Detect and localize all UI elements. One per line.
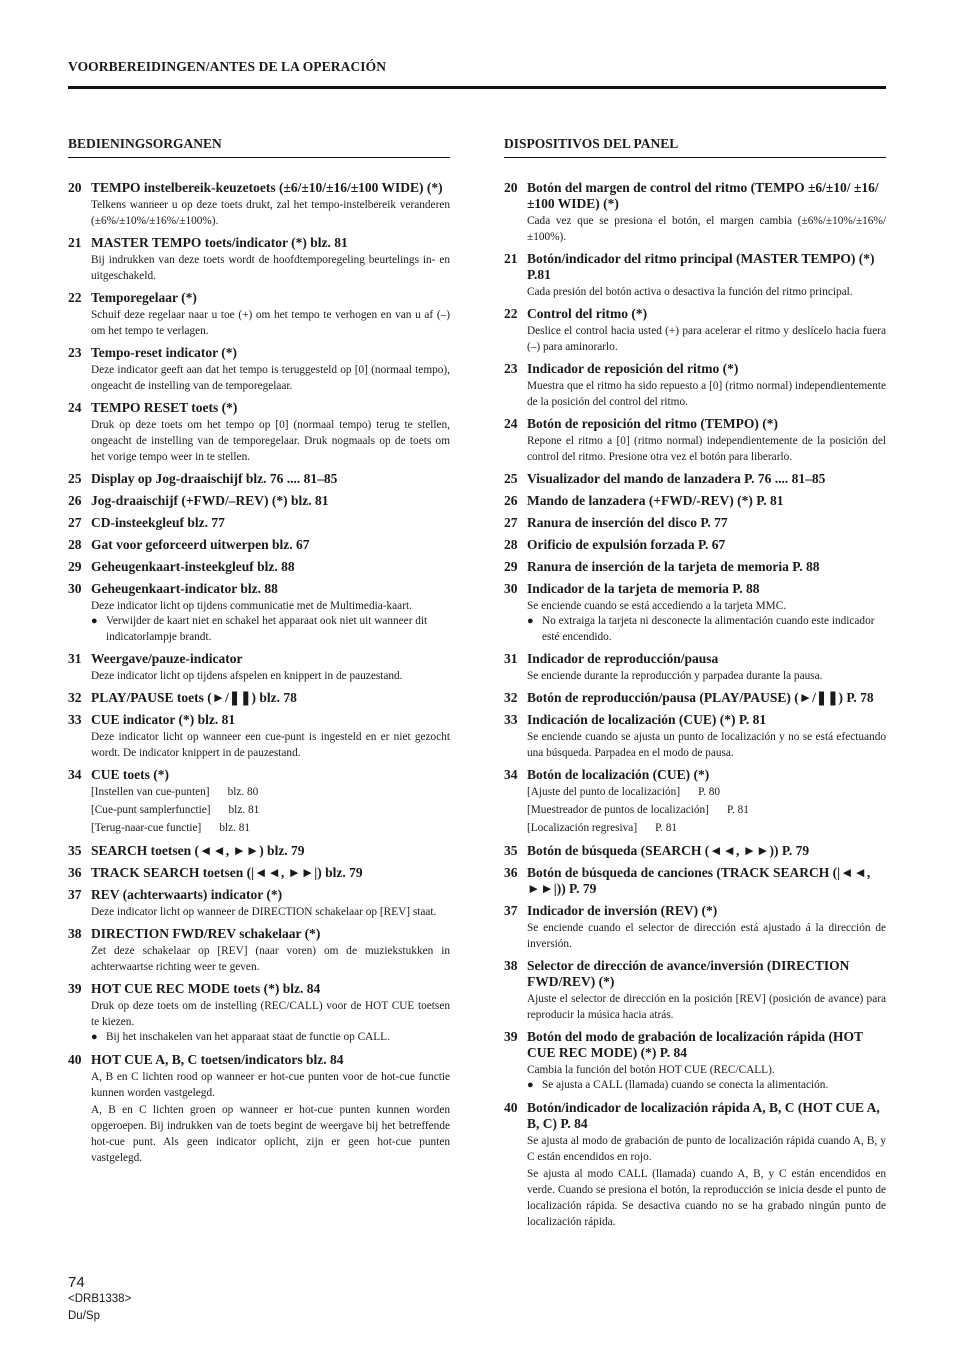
list-item <box>68 493 450 509</box>
item-description: Ajuste el selector de dirección en la posición [REV] (posición de avance) para reproducir la música hacia atrás. <box>527 993 886 1021</box>
item-number: 24 <box>68 400 82 415</box>
sub-function-page-ref: blz. 80 <box>227 786 259 798</box>
item-description: Cada presión del botón activa o desactiva la función del ritmo principal. <box>527 286 853 298</box>
item-description: Deze indicator licht op wanneer een cue-punt is ingesteld en er niet gezocht wordt. De indicator knippert in de pauzestand. <box>91 731 450 759</box>
bullet-icon: ● <box>527 1079 534 1091</box>
item-description: Se enciende cuando se ajusta un punto de localización y no se está efectuando una búsqueda. Parpadea en el modo de pausa. <box>527 731 886 759</box>
list-item <box>504 958 886 1023</box>
list-item <box>68 515 450 531</box>
bullet-text: Verwijder de kaart niet en schakel het apparaat ook niet uit wanneer dit indicatorlampje brandt. <box>106 615 428 643</box>
item-title: Botón de reposición del ritmo (TEMPO) (*) <box>527 416 778 431</box>
item-number: 23 <box>68 345 82 360</box>
item-title: Temporegelaar (*) <box>91 290 197 305</box>
item-title: Orificio de expulsión forzada P. 67 <box>527 537 726 552</box>
item-description-extra: A, B en C lichten groen op wanneer er hot-cue punten kunnen worden opgeroepen. Bij indrukken van de toets begint de weergave bij het betreffende hot-cue punt. Als geen indicator oplicht, zijn er geen hot-cue punten vastgelegd. <box>91 1103 450 1164</box>
item-heading <box>504 690 886 706</box>
list-item <box>504 537 886 553</box>
sub-function <box>91 801 450 819</box>
list-item <box>68 865 450 881</box>
item-title: Botón del margen de control del ritmo (TEMPO ±6/±10/ ±16/±100 WIDE) (*) <box>527 180 879 211</box>
item-description: Deslice el control hacia usted (+) para acelerar el ritmo y deslícelo hacia fuera (–) para aminorarlo. <box>527 325 886 353</box>
item-number: 39 <box>68 981 82 996</box>
item-description: Deze indicator licht op tijdens afspelen en knippert in de pauzestand. <box>91 670 403 682</box>
list-item <box>68 345 450 394</box>
item-heading <box>68 887 450 903</box>
item-heading <box>504 559 886 575</box>
item-description: Deze indicator geeft aan dat het tempo is teruggesteld op [0] (normaal tempo), ongeacht de instelling van de temporegelaar. <box>91 364 450 392</box>
item-number: 20 <box>68 180 82 195</box>
dutch-section-title: BEDIENINGSORGANEN <box>68 136 450 158</box>
list-item <box>504 903 886 952</box>
item-number: 34 <box>68 767 82 782</box>
bullet-note <box>527 1078 886 1094</box>
spanish-column <box>504 136 886 1236</box>
sub-function-page-ref: P. 81 <box>655 822 678 834</box>
item-number: 32 <box>68 690 82 705</box>
sub-function <box>91 783 450 801</box>
item-number: 30 <box>504 581 518 596</box>
item-number: 25 <box>504 471 518 486</box>
item-description: Druk op deze toets om het tempo op [0] (normaal tempo) terug te stellen, ongeacht de instelling van de temporegelaar. Druk nogmaals op de toets om het vorige tempo weer in te stellen. <box>91 419 450 463</box>
document-code: <DRB1338> <box>68 1293 132 1305</box>
item-heading <box>504 180 886 212</box>
item-number: 36 <box>68 865 82 880</box>
item-title: REV (achterwaarts) indicator (*) <box>91 887 283 902</box>
bullet-text: Se ajusta a CALL (llamada) cuando se conecta la alimentación. <box>542 1079 829 1091</box>
sub-function <box>527 819 886 837</box>
item-title: TRACK SEARCH toetsen (|◄◄, ►►|) blz. 79 <box>91 865 363 880</box>
item-number: 30 <box>68 581 82 596</box>
item-title: CUE indicator (*) blz. 81 <box>91 712 236 727</box>
list-item <box>504 306 886 355</box>
item-number: 28 <box>68 537 82 552</box>
item-heading <box>68 290 450 306</box>
item-title: Indicación de localización (CUE) (*) P. 81 <box>527 712 767 727</box>
bullet-note <box>91 614 450 645</box>
page-number: 74 <box>68 1274 85 1291</box>
language-code: Du/Sp <box>68 1310 100 1322</box>
item-heading <box>504 843 886 859</box>
item-heading <box>68 493 450 509</box>
list-item <box>504 251 886 300</box>
item-heading <box>68 865 450 881</box>
list-item <box>68 180 450 229</box>
spanish-item-list <box>504 180 886 1230</box>
item-number: 33 <box>68 712 82 727</box>
item-heading <box>68 926 450 942</box>
list-item <box>504 651 886 684</box>
list-item <box>68 712 450 761</box>
bullet-icon: ● <box>527 615 534 627</box>
item-heading <box>504 361 886 377</box>
sub-function-page-ref: P. 80 <box>698 786 721 798</box>
item-description: Cada vez que se presiona el botón, el margen cambia (±6%/±10%/±16%/ ±100%). <box>527 215 886 243</box>
item-number: 35 <box>504 843 518 858</box>
list-item <box>68 690 450 706</box>
item-heading <box>504 712 886 728</box>
sub-function-label: [Localización regresiva] <box>527 822 638 834</box>
item-number: 40 <box>504 1099 518 1115</box>
item-title: Jog-draaischijf (+FWD/–REV) (*) blz. 81 <box>91 493 329 508</box>
item-heading <box>68 690 450 706</box>
item-title: Botón de localización (CUE) (*) <box>527 767 710 782</box>
item-heading <box>68 471 450 487</box>
list-item <box>68 651 450 684</box>
list-item <box>504 361 886 410</box>
item-heading <box>504 865 886 897</box>
item-heading <box>68 537 450 553</box>
sub-function-page-ref: P. 81 <box>726 804 749 816</box>
item-number: 36 <box>504 865 518 880</box>
sub-function-label: [Cue-punt samplerfunctie] <box>91 804 211 816</box>
list-item <box>68 581 450 645</box>
item-title: Mando de lanzadera (+FWD/-REV) (*) P. 81 <box>527 493 784 508</box>
list-item <box>68 843 450 859</box>
item-description: Zet deze schakelaar op [REV] (naar voren) om de muziekstukken in achterwaartse richting weer te geven. <box>91 945 450 973</box>
item-title: Ranura de inserción de la tarjeta de memoria P. 88 <box>527 559 820 574</box>
sub-function <box>91 819 450 837</box>
sub-function-page-ref: blz. 81 <box>219 822 251 834</box>
item-title: PLAY/PAUSE toets (►/❚❚) blz. 78 <box>91 690 297 705</box>
item-number: 21 <box>68 235 82 250</box>
item-description: Schuif deze regelaar naar u toe (+) om het tempo te verhogen en van u af (–) om het tempo te verlagen. <box>91 309 450 337</box>
page-header: VOORBEREIDINGEN/ANTES DE LA OPERACIÓN <box>68 59 387 74</box>
item-heading <box>504 1029 886 1061</box>
list-item <box>504 515 886 531</box>
item-description: Se enciende cuando se está accediendo a la tarjeta MMC. <box>527 600 787 612</box>
bullet-icon: ● <box>91 615 98 627</box>
list-item <box>504 1100 886 1230</box>
item-title: Indicador de inversión (REV) (*) <box>527 903 718 918</box>
item-title: Ranura de inserción del disco P. 77 <box>527 515 728 530</box>
item-title: Botón del modo de grabación de localización rápida (HOT CUE REC MODE) (*) P. 84 <box>527 1029 863 1060</box>
item-heading <box>504 471 886 487</box>
item-number: 29 <box>68 559 82 574</box>
item-description: Repone el ritmo a [0] (ritmo normal) independientemente de la posición del control del ritmo. Presione otra vez el botón para liberarlo. <box>527 435 886 463</box>
item-title: SEARCH toetsen (◄◄, ►►) blz. 79 <box>91 843 305 858</box>
item-title: HOT CUE A, B, C toetsen/indicators blz. 84 <box>91 1051 344 1067</box>
item-title: TEMPO RESET toets (*) <box>91 400 238 415</box>
item-heading <box>68 843 450 859</box>
item-heading <box>68 712 450 728</box>
list-item <box>504 471 886 487</box>
item-heading <box>504 306 886 322</box>
item-heading <box>68 981 450 997</box>
list-item <box>504 865 886 897</box>
list-item <box>504 1029 886 1094</box>
item-description: Deze indicator licht op wanneer de DIRECTION schakelaar op [REV] staat. <box>91 906 437 918</box>
item-heading <box>68 400 450 416</box>
item-number: 24 <box>504 416 518 431</box>
item-heading <box>504 581 886 597</box>
item-description: Se enciende durante la reproducción y parpadea durante la pausa. <box>527 670 823 682</box>
item-number: 22 <box>504 306 518 321</box>
item-heading <box>504 767 886 783</box>
item-title: Geheugenkaart-indicator blz. 88 <box>91 581 278 596</box>
sub-function <box>527 783 886 801</box>
bullet-note <box>91 1030 450 1046</box>
bullet-note <box>527 614 886 645</box>
item-title: Botón de búsqueda de canciones (TRACK SEARCH (|◄◄, ►►|)) P. 79 <box>527 865 871 896</box>
list-item <box>504 559 886 575</box>
item-number: 35 <box>68 843 82 858</box>
list-item <box>68 471 450 487</box>
sub-function-page-ref: blz. 81 <box>228 804 260 816</box>
sub-function-label: [Muestreador de puntos de localización] <box>527 804 709 816</box>
item-number: 26 <box>504 493 518 508</box>
item-number: 27 <box>504 515 518 530</box>
list-item <box>504 767 886 837</box>
sub-function <box>527 801 886 819</box>
item-heading <box>68 651 450 667</box>
item-heading <box>68 515 450 531</box>
item-number: 38 <box>68 926 82 941</box>
item-number: 38 <box>504 958 518 973</box>
item-description: Bij indrukken van deze toets wordt de hoofdtemporegeling beurtelings in- en uitgeschakeld. <box>91 254 450 282</box>
item-heading <box>504 537 886 553</box>
dutch-column <box>68 136 450 1172</box>
list-item <box>504 180 886 245</box>
list-item <box>68 767 450 837</box>
item-description: A, B en C lichten rood op wanneer er hot-cue punten voor de hot-cue functie kunnen worden vastgelegd. <box>91 1070 450 1099</box>
item-number: 23 <box>504 361 518 376</box>
item-number: 28 <box>504 537 518 552</box>
item-number: 26 <box>68 493 82 508</box>
item-number: 27 <box>68 515 82 530</box>
item-number: 29 <box>504 559 518 574</box>
list-item <box>504 712 886 761</box>
item-title: HOT CUE REC MODE toets (*) blz. 84 <box>91 981 321 996</box>
item-number: 31 <box>68 651 82 666</box>
sub-function-label: [Terug-naar-cue functie] <box>91 822 202 834</box>
item-description: Telkens wanneer u op deze toets drukt, zal het tempo-instelbereik veranderen (±6%/±10%/±16%/±100%). <box>91 199 450 227</box>
bullet-text: No extraiga la tarjeta ni desconecte la alimentación cuando este indicador esté encendido. <box>542 615 875 643</box>
item-heading <box>68 345 450 361</box>
item-heading <box>68 1052 450 1068</box>
list-item <box>504 690 886 706</box>
item-number: 34 <box>504 767 518 782</box>
item-number: 21 <box>504 251 518 266</box>
item-title: Botón/indicador del ritmo principal (MASTER TEMPO) (*) P.81 <box>527 251 875 282</box>
item-title: Botón de reproducción/pausa (PLAY/PAUSE) (►/❚❚) P. 78 <box>527 690 874 705</box>
item-description-extra: Se ajusta al modo CALL (llamada) cuando A, B, y C están encendidos en verde. Cuando se presiona el botón, la reproducción se inicia desde el punto de localización rápida. Se desactiva cuando no se ha grabado ningún punto de localización rápida. <box>527 1167 886 1228</box>
item-number: 25 <box>68 471 82 486</box>
list-item <box>68 1052 450 1166</box>
item-description: Cambia la función del botón HOT CUE (REC/CALL). <box>527 1064 775 1076</box>
list-item <box>504 843 886 859</box>
item-number: 37 <box>504 903 518 918</box>
item-title: Visualizador del mando de lanzadera P. 76 .... 81–85 <box>527 471 826 486</box>
item-heading <box>504 1100 886 1132</box>
sub-function-label: [Ajuste del punto de localización] <box>527 786 681 798</box>
item-title: DIRECTION FWD/REV schakelaar (*) <box>91 926 321 941</box>
item-heading <box>68 235 450 251</box>
item-description: Muestra que el ritmo ha sido repuesto a [0] (ritmo normal) independientemente de la posición del control del ritmo. <box>527 380 886 408</box>
item-number: 22 <box>68 290 82 305</box>
item-heading <box>504 515 886 531</box>
list-item <box>68 887 450 920</box>
item-heading <box>504 416 886 432</box>
bullet-text: Bij het inschakelen van het apparaat staat de functie op CALL. <box>106 1031 390 1043</box>
item-heading <box>504 651 886 667</box>
item-number: 33 <box>504 712 518 727</box>
spanish-section-title: DISPOSITIVOS DEL PANEL <box>504 136 886 158</box>
item-description: Se enciende cuando el selector de dirección está ajustado á la dirección de inversión. <box>527 922 886 950</box>
list-item <box>68 290 450 339</box>
list-item <box>504 493 886 509</box>
item-heading <box>68 581 450 597</box>
item-number: 20 <box>504 180 518 195</box>
item-title: Botón de búsqueda (SEARCH (◄◄, ►►)) P. 79 <box>527 843 810 858</box>
item-title: CD-insteekgleuf blz. 77 <box>91 515 225 530</box>
item-title: Display op Jog-draaischijf blz. 76 .... 81–85 <box>91 471 338 486</box>
bullet-icon: ● <box>91 1031 98 1043</box>
item-heading <box>504 903 886 919</box>
item-title: Control del ritmo (*) <box>527 306 648 321</box>
list-item <box>68 235 450 284</box>
item-title: CUE toets (*) <box>91 767 169 782</box>
item-title: Gat voor geforceerd uitwerpen blz. 67 <box>91 537 310 552</box>
item-number: 40 <box>68 1051 82 1067</box>
item-heading <box>68 180 450 196</box>
item-title: Indicador de la tarjeta de memoria P. 88 <box>527 581 760 596</box>
item-description: Druk op deze toets om de instelling (REC/CALL) voor de HOT CUE toetsen te kiezen. <box>91 1000 450 1028</box>
header-rule <box>68 86 886 89</box>
list-item <box>504 581 886 645</box>
item-description: Se ajusta al modo de grabación de punto de localización rápida cuando A, B, y C están encendidos en rojo. <box>527 1134 886 1163</box>
item-number: 32 <box>504 690 518 705</box>
item-title: Indicador de reposición del ritmo (*) <box>527 361 739 376</box>
item-title: TEMPO instelbereik-keuzetoets (±6/±10/±16/±100 WIDE) (*) <box>91 180 443 195</box>
item-title: Indicador de reproducción/pausa <box>527 651 719 666</box>
item-title: Weergave/pauze-indicator <box>91 651 243 666</box>
item-description: Deze indicator licht op tijdens communicatie met de Multimedia-kaart. <box>91 600 412 612</box>
dutch-item-list <box>68 180 450 1166</box>
item-heading <box>504 958 886 990</box>
item-title: Botón/indicador de localización rápida A, B, C (HOT CUE A, B, C) P. 84 <box>527 1099 880 1131</box>
page-footer <box>68 1274 131 1325</box>
item-heading <box>68 559 450 575</box>
sub-function-label: [Instellen van cue-punten] <box>91 786 210 798</box>
item-number: 37 <box>68 887 82 902</box>
item-title: Tempo-reset indicator (*) <box>91 345 237 360</box>
item-number: 31 <box>504 651 518 666</box>
item-number: 39 <box>504 1029 518 1044</box>
item-heading <box>504 493 886 509</box>
item-heading <box>504 251 886 283</box>
list-item <box>68 400 450 465</box>
item-title: Selector de dirección de avance/inversión (DIRECTION FWD/REV) (*) <box>527 958 850 989</box>
list-item <box>68 926 450 975</box>
list-item <box>68 559 450 575</box>
list-item <box>68 537 450 553</box>
list-item <box>504 416 886 465</box>
item-title: MASTER TEMPO toets/indicator (*) blz. 81 <box>91 235 348 250</box>
item-title: Geheugenkaart-insteekgleuf blz. 88 <box>91 559 295 574</box>
item-heading <box>68 767 450 783</box>
list-item <box>68 981 450 1046</box>
